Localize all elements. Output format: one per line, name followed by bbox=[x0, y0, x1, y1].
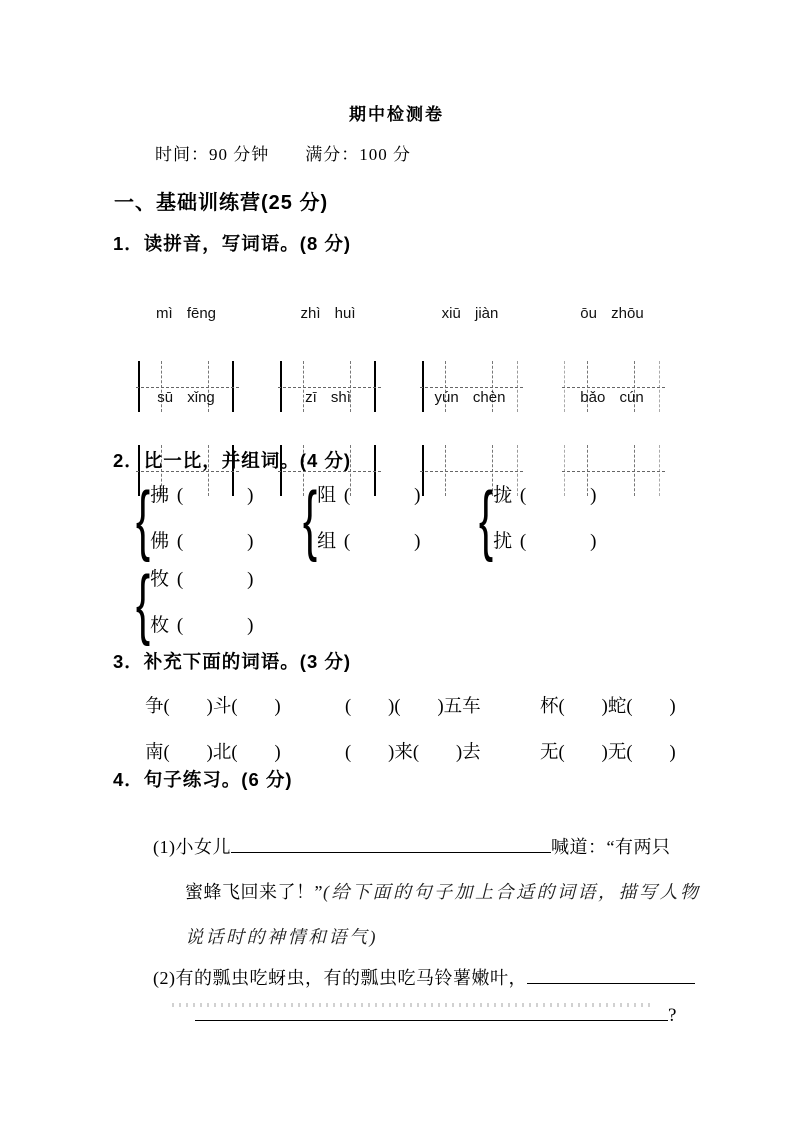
character: 拂 bbox=[150, 485, 170, 506]
paren-close: ) bbox=[414, 531, 421, 552]
question-4-label: 4．句子练习。(6 分) bbox=[113, 769, 293, 790]
item-number: (2) bbox=[153, 968, 176, 988]
answer-blank[interactable] bbox=[231, 849, 551, 853]
question-1-label: 1．读拼音，写词语。(8 分) bbox=[113, 233, 352, 254]
character: 佛 bbox=[150, 531, 170, 552]
paren-close: ) bbox=[247, 531, 254, 552]
idiom-row-2 bbox=[145, 738, 793, 764]
idiom-row-1 bbox=[145, 692, 793, 718]
item-number: (1) bbox=[153, 837, 176, 857]
brace-icon: { bbox=[135, 475, 151, 563]
paren-open: ( bbox=[343, 485, 351, 506]
sentence-text: 喊道：“有两只 bbox=[551, 837, 671, 857]
section-heading: 一、基础训练营(25 分) bbox=[114, 192, 329, 214]
idiom-blank-phrase[interactable]: 南( )北( ) bbox=[145, 743, 281, 763]
paren-close: ) bbox=[247, 615, 254, 636]
paren-close: ) bbox=[590, 485, 597, 506]
question-mark: ? bbox=[668, 1005, 677, 1026]
compare-pair-2 bbox=[297, 476, 423, 562]
character: 牧 bbox=[150, 569, 170, 590]
pinyin-label: sū xǐng bbox=[157, 389, 215, 406]
paren-close: ) bbox=[590, 531, 597, 552]
character: 阻 bbox=[317, 485, 337, 506]
character: 枚 bbox=[150, 615, 170, 636]
compare-pair-3 bbox=[473, 476, 599, 562]
question-2-label: 2．比一比，并组词。(4 分) bbox=[113, 450, 352, 471]
paren-open: ( bbox=[176, 531, 184, 552]
character: 扰 bbox=[493, 531, 513, 552]
paren-open: ( bbox=[519, 531, 527, 552]
pinyin-label: ōu zhōu bbox=[580, 305, 644, 322]
paren-open: ( bbox=[176, 615, 184, 636]
character: 拢 bbox=[493, 485, 513, 506]
paren-open: ( bbox=[519, 485, 527, 506]
instruction-note: (给下面的句子加上合适的词语，描写人物 bbox=[323, 882, 701, 902]
pinyin-label: zī shì bbox=[305, 389, 351, 406]
sentence-text: 有的瓢虫吃蚜虫，有的瓢虫吃马铃薯嫩叶， bbox=[175, 968, 527, 988]
paren-close: ) bbox=[247, 569, 254, 590]
instruction-note: 说话时的神情和语气) bbox=[185, 927, 378, 947]
pinyin-label: yún chèn bbox=[434, 389, 506, 406]
character: 组 bbox=[317, 531, 337, 552]
idiom-blank-phrase[interactable]: ( )来( )去 bbox=[345, 743, 481, 763]
compare-pair-1 bbox=[130, 476, 256, 562]
paren-close: ) bbox=[247, 485, 254, 506]
sentence-text: 蜜蜂飞回来了！” bbox=[185, 882, 323, 902]
compare-pair-4 bbox=[130, 560, 256, 646]
pinyin-label: bǎo cún bbox=[580, 389, 644, 406]
answer-blank[interactable] bbox=[195, 1017, 668, 1021]
brace-icon: { bbox=[302, 475, 318, 563]
brace-icon: { bbox=[478, 475, 494, 563]
idiom-blank-phrase[interactable]: 无( )无( ) bbox=[540, 743, 676, 763]
scan-noise-artifact bbox=[172, 1003, 650, 1007]
exam-meta: 时间：90 分钟 满分：100 分 bbox=[155, 145, 411, 164]
paren-open: ( bbox=[176, 485, 184, 506]
idiom-blank-phrase[interactable]: ( )( )五车 bbox=[345, 697, 481, 717]
brace-icon: { bbox=[135, 559, 151, 647]
idiom-blank-phrase[interactable]: 杯( )蛇( ) bbox=[540, 697, 676, 717]
pinyin-label: mì fēng bbox=[155, 305, 217, 322]
pinyin-label: zhì huì bbox=[300, 305, 356, 322]
paren-open: ( bbox=[343, 531, 351, 552]
paren-close: ) bbox=[414, 485, 421, 506]
pinyin-label: xiū jiàn bbox=[441, 305, 499, 322]
question-4-item-2-line-2 bbox=[175, 984, 677, 1048]
sentence-text: 小女儿 bbox=[175, 837, 231, 857]
question-3-label: 3．补充下面的词语。(3 分) bbox=[113, 651, 352, 672]
exam-title: 期中检测卷 bbox=[349, 105, 444, 124]
idiom-blank-phrase[interactable]: 争( )斗( ) bbox=[145, 697, 281, 717]
paren-open: ( bbox=[176, 569, 184, 590]
